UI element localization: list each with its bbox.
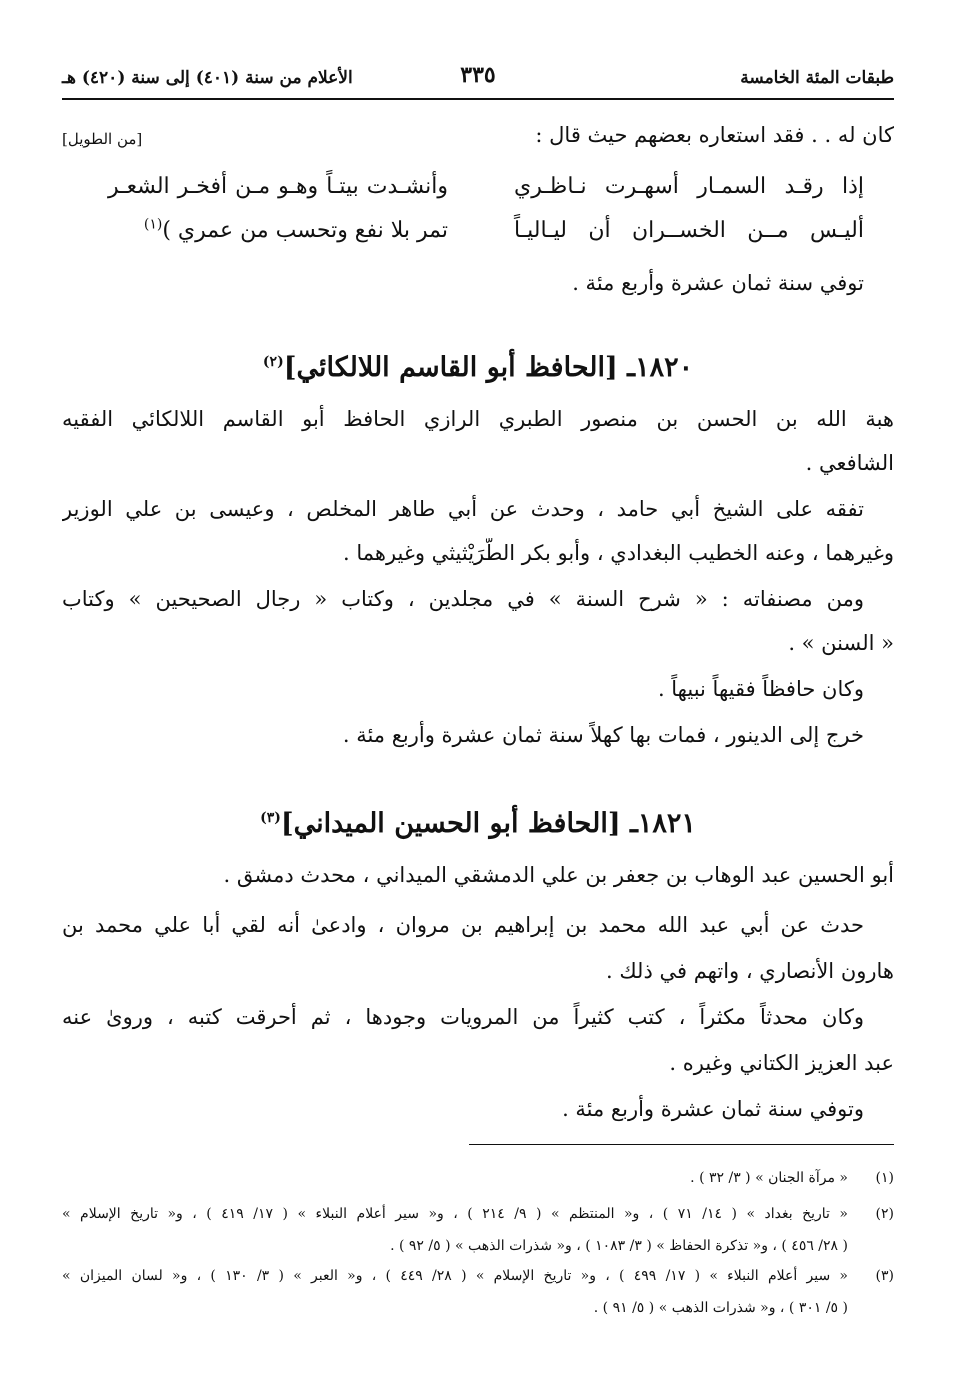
verse-2-text: تمر بلا نفع وتحسب من عمري ) bbox=[162, 218, 448, 243]
entry-1820-p1-line1: هبة الله بن الحسن بن منصور الطبري الرازي الحافظ أبو القاسم اللالكائي الفقيه bbox=[62, 407, 894, 431]
entry-1821-title: ١٨٢١ـ [الحافظ أبو الحسين الميداني] bbox=[280, 808, 696, 839]
entry-1821-p3-line2: عبد العزيز الكتاني وغيره . bbox=[669, 1051, 894, 1075]
footnote-rule bbox=[469, 1144, 894, 1145]
footnote-ref-1: (١) bbox=[143, 216, 163, 233]
entry-1820-p3-line1: ومن مصنفاته : « شرح السنة » في مجلدين ، وكتاب « رجال الصحيحين » وكتاب bbox=[62, 587, 864, 611]
entry-1821-p2-line1: حدث عن أبي عبد الله محمد بن إبراهيم بن مروان ، وادعىٰ أنه لقي أبا علي محمد بن bbox=[62, 913, 864, 937]
entry-1820-p2-line1: تفقه على الشيخ أبي حامد ، وحدث عن أبي طاهر المخلص ، وعيسى بن علي الوزير bbox=[62, 497, 864, 521]
entry-1821-p3-line1: وكان محدثاً مكثراً ، كتب كثيراً من المرويات وجودها ، ثم أحرقت كتبه ، وروىٰ عنه bbox=[62, 1005, 864, 1029]
header-book-title: طبقات المئة الخامسة bbox=[740, 68, 894, 88]
page-number: ٣٣٥ bbox=[460, 62, 496, 88]
entry-1820-title: ١٨٢٠ـ [الحافظ أبو القاسم اللالكائي] bbox=[283, 352, 694, 383]
footnote-2-line2: ( ٢٨/ ٤٥٦ ) ، و« تذكرة الحفاظ » ( ٣/ ١٠٨٣ ) ، و« شذرات الذهب » ( ٥/ ٩٢ ) . bbox=[390, 1238, 848, 1254]
verse-2-second-hemistich bbox=[108, 216, 448, 246]
footnote-2 bbox=[62, 1202, 894, 1228]
entry-1820-p2-line2: وغيرهما ، وعنه الخطيب البغدادي ، وأبو بكر الطُّرَيْثيثي وغيرهما . bbox=[343, 541, 894, 565]
entry-1821-p4: وتوفي سنة ثمان عشرة وأربع مئة . bbox=[562, 1097, 864, 1121]
entry-1820-p4: وكان حافظاً فقيهاً نبيهاً . bbox=[657, 677, 864, 701]
header-section-title: الأعلام من سنة (٤٠١) إلى سنة (٤٢٠) هـ bbox=[62, 68, 353, 88]
entry-1821-heading bbox=[62, 808, 894, 839]
footnote-1-number: (١) bbox=[875, 1170, 894, 1186]
meter-label: [من الطويل] bbox=[62, 130, 143, 148]
footnote-2-number: (٢) bbox=[875, 1206, 894, 1222]
footnote-3-line2: ( ٥/ ٣٠١ ) ، و« شذرات الذهب » ( ٥/ ٩١ ) . bbox=[593, 1300, 848, 1316]
footnote-ref-3: (٣) bbox=[260, 810, 281, 826]
footnote-3 bbox=[62, 1264, 894, 1290]
verse-1-first-hemistich: إذا رقـد السمـار أسهـرت نـاظـري bbox=[514, 174, 864, 199]
header-rule bbox=[62, 98, 894, 100]
footnote-1-text: « مرآة الجنان » ( ٣/ ٣٢ ) . bbox=[690, 1170, 848, 1186]
footnote-3-number: (٣) bbox=[875, 1268, 894, 1284]
footnote-3-cont bbox=[62, 1296, 894, 1322]
entry-1820-p3-line2: « السنن » . bbox=[788, 631, 894, 655]
death-line-1819: توفي سنة ثمان عشرة وأربع مئة . bbox=[572, 271, 864, 295]
footnote-ref-2: (٢) bbox=[262, 354, 284, 370]
footnote-2-cont bbox=[62, 1234, 894, 1260]
entry-1821-p1: أبو الحسين عبد الوهاب بن جعفر بن علي الدمشقي الميداني ، محدث دمشق . bbox=[223, 863, 894, 887]
verse-1-second-hemistich: وأنشـدت بيتـاً وهـو مـن أفخـر الشعـر bbox=[108, 174, 448, 199]
intro-line: كان له . . فقد استعاره بعضهم حيث قال : bbox=[535, 123, 894, 147]
entry-1820-heading bbox=[62, 352, 894, 383]
verse-2-first-hemistich: أليـس مــن الخســران أن ليـاليـاً bbox=[514, 218, 864, 243]
footnote-1 bbox=[62, 1166, 894, 1192]
entry-1820-p1-line2: الشافعي . bbox=[805, 451, 894, 475]
footnote-2-line1: « تاريخ بغداد » ( ١٤/ ٧١ ) ، و« المنتظم » ( ٩/ ٢١٤ ) ، و« سير أعلام النبلاء » ( ١٧/ ٤١٩ ) ، و« تاريخ الإسلام » bbox=[62, 1206, 848, 1222]
entry-1821-p2-line2: هارون الأنصاري ، واتهم في ذلك . bbox=[606, 959, 894, 983]
entry-1820-p5: خرج إلى الدينور ، فمات بها كهلاً سنة ثمان عشرة وأربع مئة . bbox=[342, 723, 864, 747]
footnote-3-line1: « سير أعلام النبلاء » ( ١٧/ ٤٩٩ ) ، و« تاريخ الإسلام » ( ٢٨/ ٤٤٩ ) ، و« العبر » ( ٣/ ١٣٠ ) ، و« لسان الميزان » bbox=[62, 1268, 848, 1284]
running-header bbox=[62, 62, 894, 96]
